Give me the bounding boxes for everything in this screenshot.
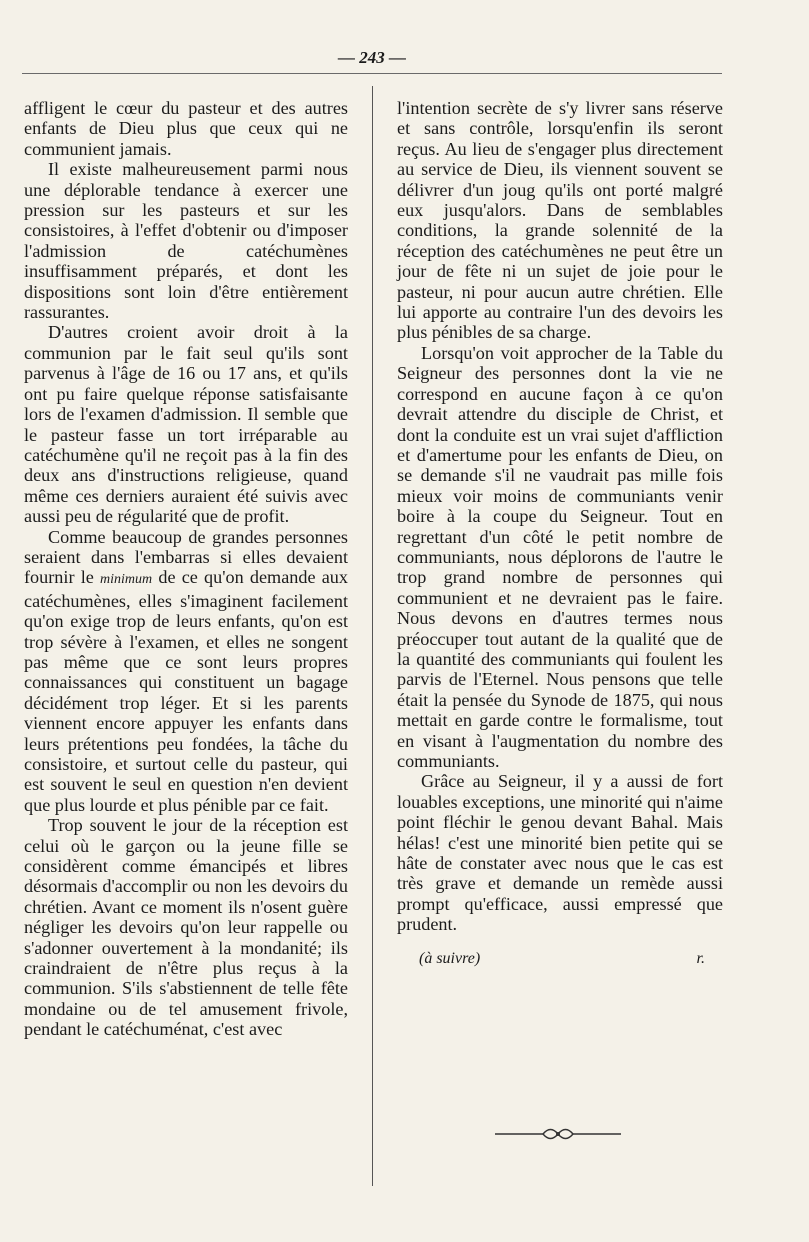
paragraph-text: de ce qu'on demande aux catéchumènes, elles s'imaginent facilement qu'on exige trop de leurs enfants, qu'on est trop sévère à l'examen, et elles ne songent pas même que ce sont leurs propres connaissances qui constituent un bagage décidément trop léger. Et si les parents viennent encore appuyer les enfants dans leurs prétentions peu fondées, la tâche du consistoire, et surtout celle du pasteur, qui est souvent le seul en question n'en devient que plus lourde et plus pénible par ce fait. [24, 567, 348, 815]
paragraph: l'intention secrète de s'y livrer sans réserve et sans contrôle, lorsqu'enfin ils seront reçus. Au lieu de s'engager plus directement au service de Dieu, ils viennent souvent se délivrer d'un joug qu'ils ont porté malgré eux jusqu'alors. Dans de semblables conditions, la grande solennité de la réception des catéchumènes ne peut être un jour de fête ni un sujet de joie pour le pasteur, ni pour aucun autre chrétien. Elle lui apporte au contraire l'un des devoirs les plus pénibles de sa charge. [397, 98, 723, 343]
ornament-divider [493, 1124, 623, 1144]
page-number: — 243 — [22, 48, 722, 68]
left-column [24, 98, 348, 1040]
paragraph: Trop souvent le jour de la réception est celui où le garçon ou la jeune fille se considèrent comme émancipés et libres désormais d'accomplir ou non les devoirs du chrétien. Avant ce moment ils n'osent guère négliger les devoirs qu'on leur rappelle ou s'adonner ouvertement à la mondanité; ils craindraient de n'être plus reçus à la communion. S'ils s'abstiennent de telle fête mondaine ou de tel amusement frivole, pendant le catéchuménat, c'est avec [24, 815, 348, 1040]
paragraph: Lorsqu'on voit approcher de la Table du Seigneur des personnes dont la vie ne correspond en aucune façon à ce qu'on devrait attendre du disciple de Christ, et dont la conduite est un vrai sujet d'affliction et d'amertume pour les enfants de Dieu, on se demande s'il ne vaudrait pas mille fois mieux voir moins de communiants venir boire à la coupe du Seigneur. Tout en regrettant d'un côté le petit nombre de communiants, nous déplorons de l'autre le trop grand nombre de personnes qui communient et ne devraient pas le faire. Nous devons en d'autres termes nous préoccuper tout autant de la qualité que de la quantité des communiants qui foulent les parvis de l'Eternel. Nous pensons que telle était la pensée du Synode de 1875, qui nous mettait en garde contre le formalisme, tout en visant à l'augmentation du nombre des communiants. [397, 342, 723, 771]
page-header [22, 48, 722, 78]
article-footer [397, 949, 723, 969]
paragraph [24, 527, 348, 816]
paragraph: Il existe malheureusement parmi nous une déplorable tendance à exercer une pression sur les pasteurs et sur les consistoires, à l'effet d'obtenir ou d'imposer l'admission de catéchumènes insuffisamment préparés, et dont les dispositions sont loin d'être entièrement rassurantes. [24, 159, 348, 323]
continued-note: (à suivre) [419, 949, 481, 967]
paragraph-text: Comme beaucoup de grandes personnes seraient dans l'embarras si elles devaient fournir le [24, 526, 348, 588]
paragraph: Grâce au Seigneur, il y a aussi de fort louables exceptions, une minorité qui n'aime point fléchir le genou devant Bahal. Mais hélas! c'est une minorité bien petite qui se hâte de constater avec nous que le cas est très grave et demande un remède aussi prompt qu'efficace, aussi empressé que prudent. [397, 771, 723, 935]
header-rule [22, 73, 722, 74]
author-signature: r. [696, 949, 705, 967]
emphasized-word: minimum [100, 572, 153, 588]
paragraph: D'autres croient avoir droit à la communion par le fait seul qu'ils sont parvenus à l'âge de 16 ou 17 ans, et qu'ils ont pu faire quelque réponse satisfaisante lors de l'examen d'admission. Il semble que le pasteur fasse un tort irréparable au catéchumène qu'il ne reçoit pas à la fin des deux ans d'instructions religieuse, quand même ces derniers auraient été suivis avec aussi peu de régularité que de profit. [24, 322, 348, 527]
right-column [397, 98, 723, 969]
paragraph: affligent le cœur du pasteur et des autres enfants de Dieu plus que ceux qui ne communient jamais. [24, 98, 348, 159]
column-divider [372, 86, 373, 1186]
